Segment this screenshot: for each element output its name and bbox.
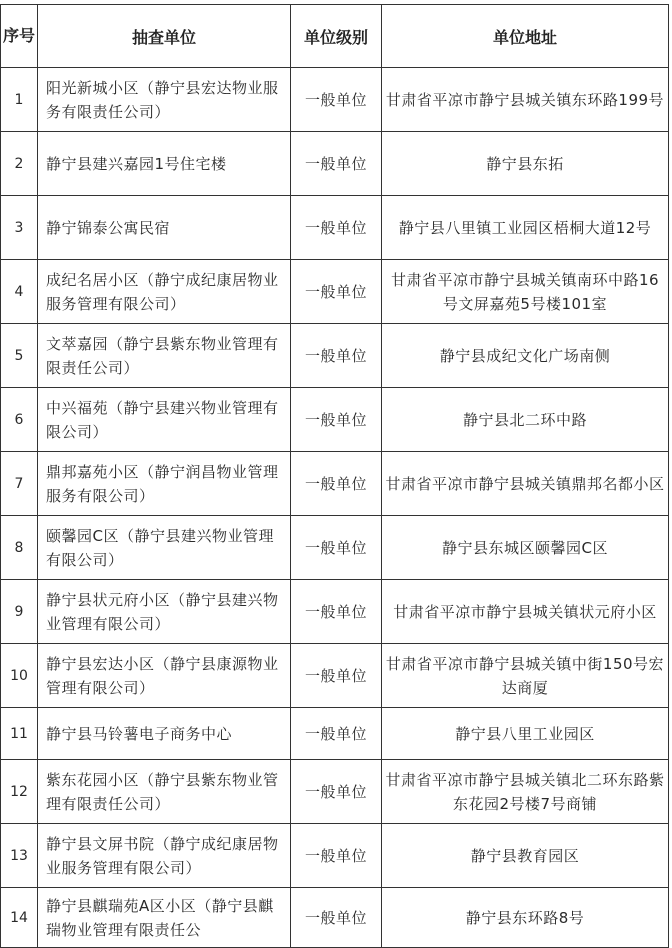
row-unit: 紫东花园小区（静宁县紫东物业管理有限责任公司） [38, 760, 291, 824]
table-row [1, 324, 669, 388]
row-address: 静宁县东城区颐馨园C区 [382, 516, 669, 580]
row-unit: 静宁县麒瑞苑A区小区（静宁县麒瑞物业管理有限责任公 [38, 888, 291, 948]
inspection-table [0, 4, 669, 948]
row-unit: 鼎邦嘉苑小区（静宁润昌物业管理服务有限公司） [38, 452, 291, 516]
table-row [1, 132, 669, 196]
row-address: 甘肃省平凉市静宁县城关镇鼎邦名都小区 [382, 452, 669, 516]
row-index: 12 [1, 760, 38, 824]
row-level: 一般单位 [291, 388, 382, 452]
table-row [1, 708, 669, 760]
row-unit: 静宁县文屏书院（静宁成纪康居物业服务管理有限公司） [38, 824, 291, 888]
row-unit: 阳光新城小区（静宁县宏达物业服务有限责任公司） [38, 68, 291, 132]
table-row [1, 516, 669, 580]
row-index: 1 [1, 68, 38, 132]
row-level: 一般单位 [291, 888, 382, 948]
row-unit: 颐馨园C区（静宁县建兴物业管理有限公司） [38, 516, 291, 580]
row-index: 14 [1, 888, 38, 948]
table-row [1, 388, 669, 452]
table-row [1, 580, 669, 644]
row-index: 4 [1, 260, 38, 324]
row-address: 甘肃省平凉市静宁县城关镇东环路199号 [382, 68, 669, 132]
row-unit: 静宁县建兴嘉园1号住宅楼 [38, 132, 291, 196]
table-row [1, 452, 669, 516]
row-address: 甘肃省平凉市静宁县城关镇南环中路16号文屏嘉苑5号楼101室 [382, 260, 669, 324]
row-address: 静宁县东拓 [382, 132, 669, 196]
table-row [1, 260, 669, 324]
row-unit: 静宁县马铃薯电子商务中心 [38, 708, 291, 760]
row-unit: 文萃嘉园（静宁县紫东物业管理有限责任公司） [38, 324, 291, 388]
row-address: 静宁县北二环中路 [382, 388, 669, 452]
row-index: 10 [1, 644, 38, 708]
header-index: 序号 [1, 5, 38, 68]
table-row [1, 644, 669, 708]
table-row [1, 196, 669, 260]
table-row [1, 888, 669, 948]
row-level: 一般单位 [291, 708, 382, 760]
row-level: 一般单位 [291, 260, 382, 324]
row-index: 8 [1, 516, 38, 580]
row-level: 一般单位 [291, 824, 382, 888]
row-level: 一般单位 [291, 644, 382, 708]
row-level: 一般单位 [291, 580, 382, 644]
row-unit: 成纪名居小区（静宁成纪康居物业服务管理有限公司） [38, 260, 291, 324]
row-unit: 静宁锦泰公寓民宿 [38, 196, 291, 260]
row-address: 静宁县成纪文化广场南侧 [382, 324, 669, 388]
row-level: 一般单位 [291, 324, 382, 388]
row-address: 静宁县八里工业园区 [382, 708, 669, 760]
row-address: 静宁县东环路8号 [382, 888, 669, 948]
row-index: 13 [1, 824, 38, 888]
row-level: 一般单位 [291, 452, 382, 516]
row-address: 静宁县教育园区 [382, 824, 669, 888]
row-index: 6 [1, 388, 38, 452]
table-row [1, 68, 669, 132]
header-level: 单位级别 [291, 5, 382, 68]
row-index: 2 [1, 132, 38, 196]
row-unit: 静宁县状元府小区（静宁县建兴物业管理有限公司） [38, 580, 291, 644]
row-address: 甘肃省平凉市静宁县城关镇状元府小区 [382, 580, 669, 644]
row-index: 7 [1, 452, 38, 516]
row-level: 一般单位 [291, 516, 382, 580]
row-address: 静宁县八里镇工业园区梧桐大道12号 [382, 196, 669, 260]
table-row [1, 824, 669, 888]
row-level: 一般单位 [291, 68, 382, 132]
row-unit: 中兴福苑（静宁县建兴物业管理有限公司） [38, 388, 291, 452]
row-index: 3 [1, 196, 38, 260]
row-address: 甘肃省平凉市静宁县城关镇北二环东路紫东花园2号楼7号商铺 [382, 760, 669, 824]
row-address: 甘肃省平凉市静宁县城关镇中街150号宏达商厦 [382, 644, 669, 708]
header-address: 单位地址 [382, 5, 669, 68]
table-container [0, 4, 669, 948]
row-level: 一般单位 [291, 132, 382, 196]
row-level: 一般单位 [291, 196, 382, 260]
row-level: 一般单位 [291, 760, 382, 824]
row-index: 5 [1, 324, 38, 388]
row-index: 11 [1, 708, 38, 760]
row-unit: 静宁县宏达小区（静宁县康源物业管理有限公司） [38, 644, 291, 708]
table-row [1, 760, 669, 824]
row-index: 9 [1, 580, 38, 644]
header-unit: 抽查单位 [38, 5, 291, 68]
table-header-row [1, 5, 669, 68]
